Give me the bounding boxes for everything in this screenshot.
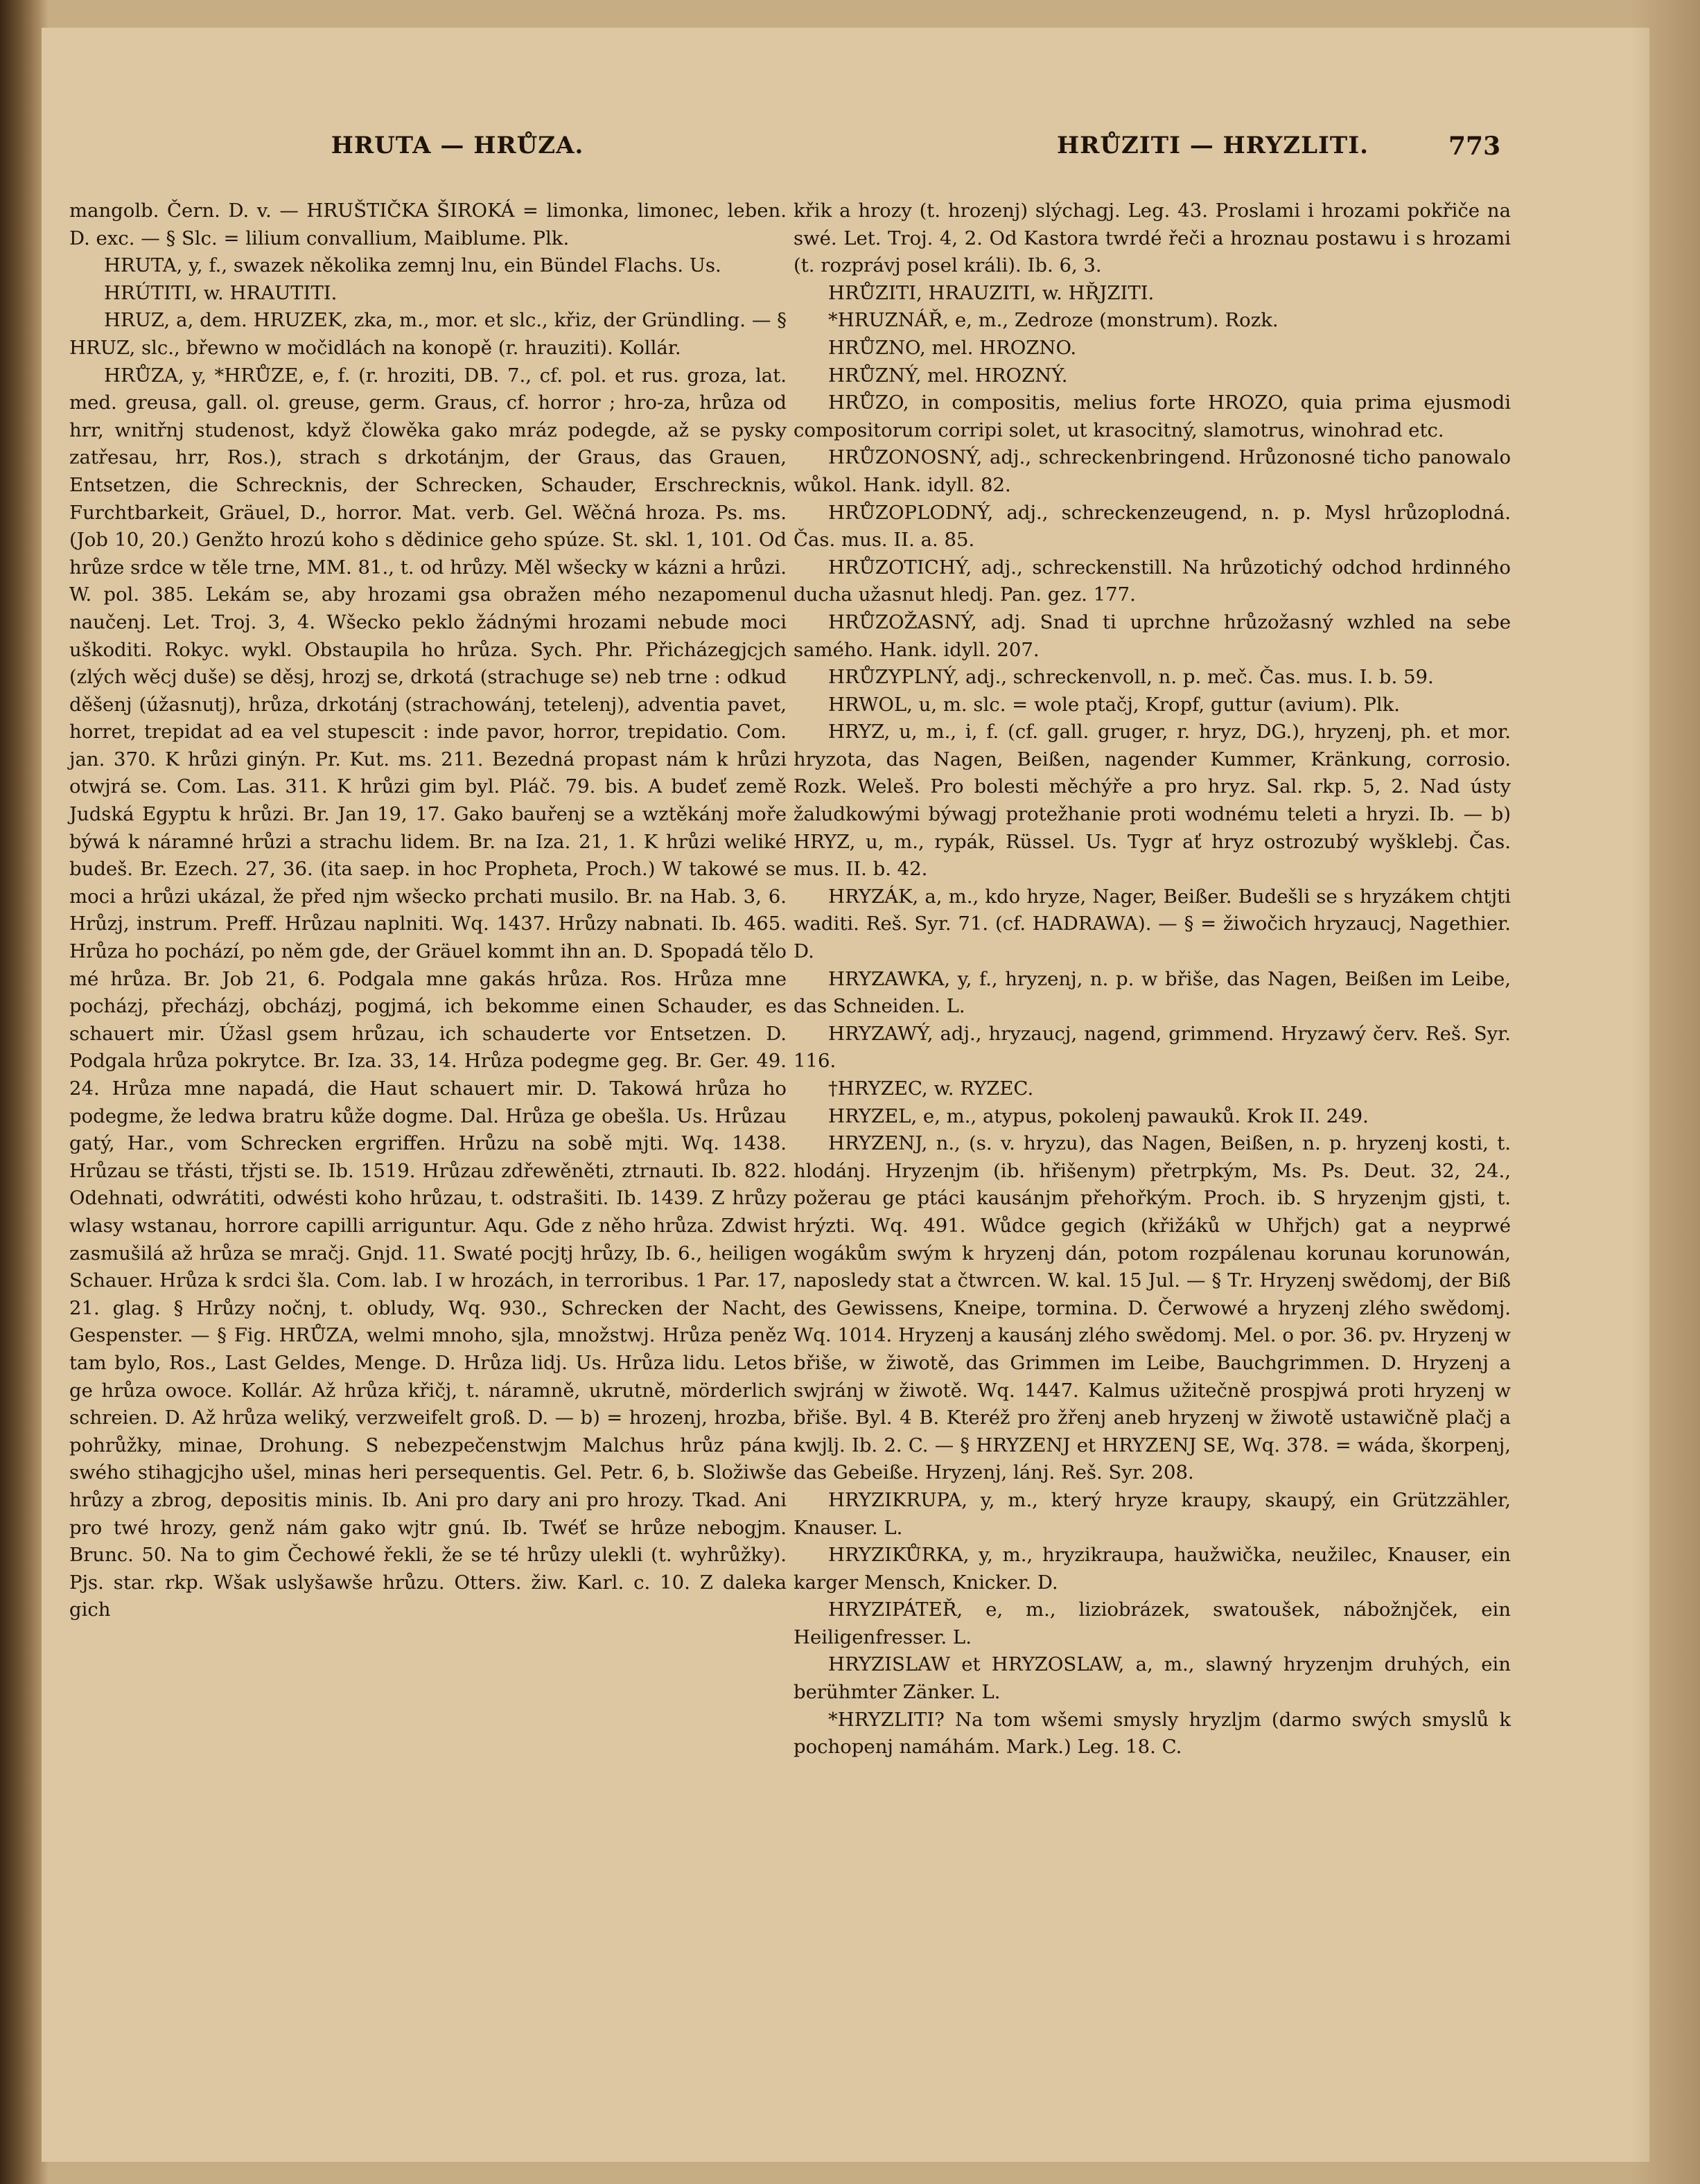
dictionary-entry: HRYZISLAW et HRYZOSLAW, a, m., slawný hryzenjm druhých, ein berühmter Zänker. L. [794, 1653, 1511, 1704]
dictionary-entry: *HRUZNÁŘ, e, m., Zedroze (monstrum). Rozk. [828, 309, 1279, 332]
page-edge-shadow [1631, 0, 1700, 2184]
dictionary-entry: HRÚTITI, w. HRAUTITI. [104, 281, 338, 304]
left-running-head: HRUTA — HRŮZA. [331, 132, 584, 159]
dictionary-entry: HRYZAWÝ, adj., hryzaucj, nagend, grimmend. Hryzawý červ. Reš. Syr. 116. [794, 1022, 1511, 1073]
page-number: 773 [1448, 132, 1501, 161]
dictionary-entry: HRUTA, y, f., swazek několika zemnj lnu, ein Bündel Flachs. Us. [104, 254, 721, 277]
dictionary-entry: HRŮZNÝ, mel. HROZNÝ. [828, 364, 1068, 387]
right-running-head: HRŮZITI — HRYZLITI. [1057, 132, 1369, 159]
dictionary-entry: HRWOL, u, m. slc. = wole ptačj, Kropf, guttur (avium). Plk. [828, 693, 1401, 716]
dictionary-entry: HRYZIKŮRKA, y, m., hryzikraupa, haužwička, neužilec, Knauser, ein karger Mensch, Knicker. D. [794, 1544, 1511, 1594]
dictionary-entry: HRYZ, u, m., i, f. (cf. gall. gruger, r. hryz, DG.), hryzenj, ph. et mor. hryzota, das Nagen, Beißen, nagender Kummer, Kränkung, corrosio. Rozk. Weleš. Pro bolesti měchýře a pro hryz. Sal. rkp. 5, 2. Nad ústy žaludkowými býwagj protežhanie proti wodnému teleti a hryzi. Ib. — b) HRYZ, u, m., rypák, Rüssel. Us. Tygr ať hryz ostrozubý wyšklebj. Čas. mus. II. b. 42. [794, 721, 1511, 881]
page-header [42, 132, 1649, 187]
dictionary-entry: HRYZÁK, a, m., kdo hryze, Nager, Beißer. Budešli se s hryzákem chtjti waditi. Reš. Syr. 71. (cf. HADRAWA). — § = žiwočich hryzaucj, Nagethier. D. [794, 885, 1511, 963]
dictionary-entry: HRYZIKRUPA, y, m., který hryze kraupy, skaupý, ein Grützzähler, Knauser. L. [794, 1488, 1511, 1539]
dictionary-entry: HRŮZOŽASNÝ, adj. Snad ti uprchne hrůzožasný wzhled na sebe samého. Hank. idyll. 207. [794, 610, 1511, 661]
dictionary-entry: HRŮZOTICHÝ, adj., schreckenstill. Na hrůzotichý odchod hrdinného ducha užasnut hledj. Pan. gez. 177. [794, 556, 1511, 606]
dictionary-entry: mangolb. Čern. D. v. — HRUŠTIČKA ŠIROKÁ = limonka, limonec, leben. D. exc. — § Slc. = lilium convallium, Maiblume. Plk. [69, 200, 787, 249]
dictionary-entry: křik a hrozy (t. hrozenj) slýchagj. Leg. 43. Proslami i hrozami pokřiče na swé. Let. Troj. 4, 2. Od Kastora twrdé řeči a hroznau postawu i s hrozami (t. rozprávj posel králi). Ib. 6, 3. [794, 200, 1511, 277]
left-column [69, 197, 787, 1624]
dictionary-entry: HRYZENJ, n., (s. v. hryzu), das Nagen, Beißen, n. p. hryzenj kosti, t. hlodánj. Hryzenjm (ib. hřišenym) přetrpkým, Ms. Ps. Deut. 32, 24., požerau ge ptáci kausánjm přehořkým. Proch. ib. S hryzenjm gjsti, t. hrýzti. Wq. 491. Wůdce gegich (křižáků w Uhřjch) gat a neyprwé wogákům swým k hryzenj dán, potom rozpálenau korunau korunowán, naposledy stat a čtwrcen. W. kal. 15 Jul. — § Tr. Hryzenj swědomj, der Biß des Gewissens, Kneipe, tormina. D. Čerwowé a hryzenj zlého swědomj. Wq. 1014. Hryzenj a kausánj zlého swědomj. Mel. o por. 36. pv. Hryzenj w břiše, w žiwotě, das Grimmen im Leibe, Bauchgrimmen. D. Hryzenj a swjránj w žiwotě. Wq. 1447. Kalmus užitečně prospjwá proti hryzenj w břiše. Byl. 4 B. Kteréž pro žřenj aneb hryzenj w žiwotě ustawičně plačj a kwjlj. Ib. 2. C. — § HRYZENJ et HRYZENJ SE, Wq. 378. = wáda, škorpenj, das Gebeiße. Hryzenj, lánj. Reš. Syr. 208. [794, 1132, 1511, 1484]
dictionary-entry: HRŮZOPLODNÝ, adj., schreckenzeugend, n. p. Mysl hrůzoplodná. Čas. mus. II. a. 85. [794, 501, 1511, 552]
dictionary-entry: HRŮZA, y, *HRŮZE, e, f. (r. hroziti, DB. 7., cf. pol. et rus. groza, lat. med. greusa, gall. ol. greuse, germ. Graus, cf. horror ; hro-za, hrůza od hrr, wnitřnj studenost, když člowěka gako mráz podegde, až se pysky zatřesau, hrr, Ros.), strach s drkotánjm, der Graus, das Grauen, Entsetzen, die Schrecknis, der Schrecken, Schauder, Erschrecknis, Furchtbarkeit, Gräuel, D., horror. Mat. verb. Gel. Wěčná hroza. Ps. ms. (Job 10, 20.) Genžto hrozú koho s dědinice geho spúze. St. skl. 1, 101. Od hrůze srdce w těle trne, MM. 81., t. od hrůzy. Měl wšecky w kázni a hrůzi. W. pol. 385. Lekám se, aby hrozami gsa obražen mého nezapomenul naučenj. Let. Troj. 3, 4. Wšecko peklo žádnými hrozami nebude moci uškoditi. Rokyc. wykl. Obstaupila ho hrůza. Sych. Phr. Přicházegjcjch (zlých wěcj duše) se děsj, hrozj se, drkotá (strachuge se) neb trne : odkud děšenj (úžasnutj), hrůza, drkotánj (strachowánj, tetelenj), adventia pavet, horret, trepidat ad ea vel stupescit : inde pavor, horror, trepidatio. Com. jan. 370. K hrůzi ginýn. Pr. Kut. ms. 211. Bezedná propast nám k hrůzi otwjrá se. Com. Las. 311. K hrůzi gim byl. Pláč. 79. bis. A budeť země Judská Egyptu k hrůzi. Br. Jan 19, 17. Gako bauřenj se a wztěkánj moře býwá k náramné hrůzi a strachu lidem. Br. na Iza. 21, 1. K hrůzi weliké budeš. Br. Ezech. 27, 36. (ita saep. in hoc Propheta, Proch.) W takowé se moci a hrůzi ukázal, že před njm wšecko prchati musilo. Br. na Hab. 3, 6. Hrůzj, instrum. Preff. Hrůzau naplniti. Wq. 1437. Hrůzy nabnati. Ib. 465. Hrůza ho pochází, po něm gde, der Gräuel kommt ihn an. D. Spopadá tělo mé hrůza. Br. Job 21, 6. Podgala mne gakás hrůza. Ros. Hrůza mne pocházj, přecházj, obcházj, pogjmá, ich bekomme einen Schauder, es schauert mir. Úžasl gsem hrůzau, ich schauderte vor Entsetzen. D. Podgala hrůza pokrytce. Br. Iza. 33, 14. Hrůza podegme geg. Br. Ger. 49. 24. Hrůza mne napadá, die Haut schauert mir. D. Takowá hrůza ho podegme, že ledwa bratru kůže dogme. Dal. Hrůza ge obešla. Us. Hrůzau gatý, Har., vom Schrecken ergriffen. Hrůzu na sobě mjti. Wq. 1438. Hrůzau se třásti, třjsti se. Ib. 1519. Hrůzau zdřewěněti, ztrnauti. Ib. 822. Odehnati, odwrátiti, odwésti koho hrůzau, t. odstrašiti. Ib. 1439. Z hrůzy wlasy wstanau, horrore capilli arriguntur. Aqu. Gde z něho hrůza. Zdwist zasmušilá až hrůza se mračj. Gnjd. 11. Swaté pocjtj hrůzy, Ib. 6., heiligen Schauer. Hrůza k srdci šla. Com. lab. I w hrozách, in terroribus. 1 Par. 17, 21. glag. § Hrůzy nočnj, t. obludy, Wq. 930., Schrecken der Nacht, Gespenster. — § Fig. HRŮZA, welmi mnoho, sjla, množstwj. Hrůza peněz tam bylo, Ros., Last Geldes, Menge. D. Hrůza lidj. Us. Hrůza lidu. Letos ge hrůza owoce. Kollár. Až hrůza křičj, t. náramně, ukrutně, mörderlich schreien. D. Až hrůza weliký, verzweifelt groß. D. — b) = hrozenj, hrozba, pohrůžky, minae, Drohung. S nebezpečenstwjm Malchus hrůz pána swého stihagjcjho ušel, minas heri persequentis. Gel. Petr. 6, b. Složiwše hrůzy a zbrog, depositis minis. Ib. Ani pro dary ani pro hrozy. Tkad. Ani pro twé hrozy, genž nám gako wjtr gnú. Ib. Twéť se hrůze nebogjm. Brunc. 50. Na to gim Čechowé řekli, že se té hrůzy ulekli (t. wyhrůžky). Pjs. star. rkp. Wšak uslyšawše hrůzu. Otters. žiw. Karl. c. 10. Z daleka gich [69, 364, 787, 1621]
dictionary-entry: HRYZAWKA, y, f., hryzenj, n. p. w břiše, das Nagen, Beißen im Leibe, das Schneiden. L. [794, 967, 1511, 1018]
dictionary-entry: HRYZIPÁTEŘ, e, m., liziobrázek, swatoušek, nábožnjček, ein Heiligenfresser. L. [794, 1599, 1511, 1648]
dictionary-entry: HRŮZONOSNÝ, adj., schreckenbringend. Hrůzonosné ticho panowalo wůkol. Hank. idyll. 82. [794, 446, 1511, 496]
dictionary-entry: †HRYZEC, w. RYZEC. [828, 1077, 1034, 1100]
dictionary-entry: HRŮZYPLNÝ, adj., schreckenvoll, n. p. meč. Čas. mus. I. b. 59. [828, 666, 1434, 689]
dictionary-entry: HRYZEL, e, m., atypus, pokolenj pawauků. Krok II. 249. [828, 1104, 1369, 1127]
dictionary-page [42, 28, 1649, 2162]
dictionary-entry: HRŮZITI, HRAUZITI, w. HŘJZITI. [828, 281, 1155, 304]
dictionary-entry: HRŮZO, in compositis, melius forte HROZO, quia prima ejusmodi compositorum corripi solet, ut krasocitný, slamotrus, winohrad etc. [794, 391, 1511, 441]
dictionary-entry: HRŮZNO, mel. HROZNO. [828, 336, 1077, 359]
dictionary-entry: HRUZ, a, dem. HRUZEK, zka, m., mor. et slc., křiz, der Gründling. — § HRUZ, slc., břewno w močidlách na konopě (r. hrauziti). Kollár. [69, 309, 787, 359]
dictionary-entry: *HRYZLITI? Na tom wšemi smysly hryzljm (darmo swých smyslů k pochopenj namáhám. Mark.) Leg. 18. C. [794, 1708, 1511, 1759]
right-column [794, 197, 1511, 1761]
